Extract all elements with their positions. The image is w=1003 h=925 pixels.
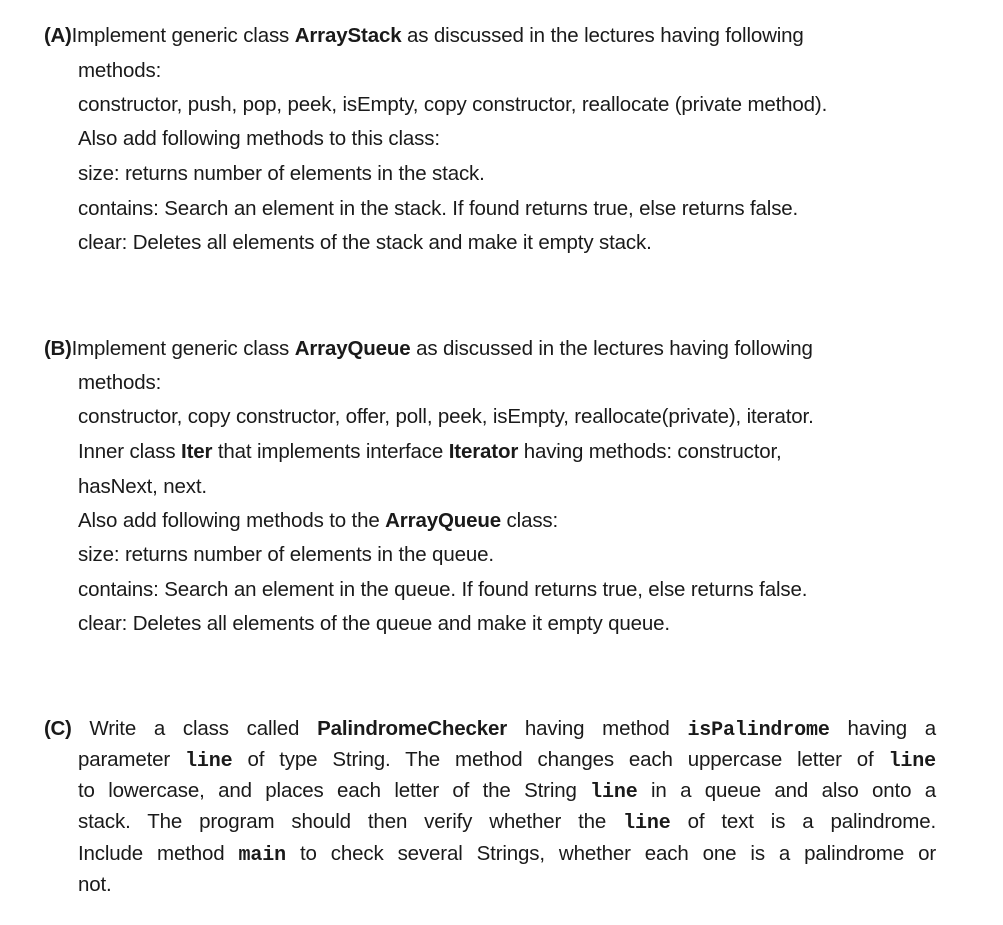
param-line: line	[888, 750, 936, 773]
text-run: Implement generic class	[71, 337, 295, 360]
section-a-line-7: clear: Deletes all elements of the stack and make it empty stack.	[78, 231, 652, 254]
text-run: class:	[501, 509, 559, 532]
param-line: line	[185, 750, 233, 773]
section-a-label: (A)	[44, 24, 72, 47]
section-b-line-7: size: returns number of elements in the queue.	[78, 543, 494, 566]
section-a-line-6: contains: Search an element in the stack. If found returns true, else returns false.	[78, 197, 799, 220]
text-run: as discussed in the lectures having following	[401, 24, 804, 47]
text-run: of text is a palindrome.	[687, 810, 936, 833]
text-run: Implement generic class	[71, 24, 295, 47]
section-b-label: (B)	[44, 337, 72, 360]
section-c-label: (C)	[44, 717, 72, 740]
text-run: Include method	[78, 842, 239, 865]
section-b-line-1	[44, 337, 813, 361]
text-run: Also add following methods to the	[78, 509, 386, 532]
section-c-line-2	[78, 748, 936, 774]
text-run: of type String. The method changes each uppercase letter of	[247, 748, 889, 771]
class-name-arrayqueue: ArrayQueue	[385, 509, 502, 532]
param-line: line	[623, 812, 671, 835]
section-b-line-4	[78, 440, 782, 464]
method-name-main: main	[238, 844, 286, 867]
section-c-line-1	[44, 717, 936, 743]
text-run: to lowercase, and places each letter of the String	[78, 779, 591, 802]
text-run: Write a class called	[89, 717, 318, 740]
section-a-line-4: Also add following methods to this class:	[78, 127, 440, 150]
section-a-line-5: size: returns number of elements in the stack.	[78, 162, 485, 185]
section-c-line-3	[78, 779, 936, 805]
text-run: parameter	[78, 748, 186, 771]
section-b-line-9: clear: Deletes all elements of the queue and make it empty queue.	[78, 612, 670, 635]
text-run: Inner class	[78, 440, 182, 463]
section-a-line-2: methods:	[78, 59, 162, 82]
section-b-line-2: methods:	[78, 371, 162, 394]
param-line: line	[590, 781, 638, 804]
section-b-line-3: constructor, copy constructor, offer, poll, peek, isEmpty, reallocate(private), iterator.	[78, 405, 814, 428]
method-name-ispalindrome: isPalindrome	[687, 719, 830, 742]
section-c-line-5	[78, 842, 936, 868]
text-run: that implements interface	[212, 440, 449, 463]
section-c-line-4	[78, 810, 936, 836]
text-run: stack. The program should then verify whether the	[78, 810, 624, 833]
text-run: having method	[524, 717, 688, 740]
interface-name-iterator: Iterator	[448, 440, 519, 463]
class-name-arraystack: ArrayStack	[294, 24, 402, 47]
text-run: having a	[847, 717, 937, 740]
section-b-line-6	[78, 509, 558, 533]
section-a-line-1	[44, 24, 804, 48]
class-name-iter: Iter	[181, 440, 213, 463]
text-run: in a queue and also onto a	[651, 779, 936, 802]
section-b-line-5: hasNext, next.	[78, 475, 207, 498]
section-c-line-6: not.	[78, 873, 112, 896]
text-run: having methods: constructor,	[518, 440, 782, 463]
class-name-palindromechecker: PalindromeChecker	[317, 717, 508, 740]
section-a-line-3: constructor, push, pop, peek, isEmpty, copy constructor, reallocate (private method).	[78, 93, 828, 116]
section-b-line-8: contains: Search an element in the queue. If found returns true, else returns false.	[78, 578, 808, 601]
text-run: as discussed in the lectures having following	[410, 337, 813, 360]
class-name-arrayqueue: ArrayQueue	[294, 337, 411, 360]
text-run: to check several Strings, whether each one is a palindrome or	[299, 842, 937, 865]
